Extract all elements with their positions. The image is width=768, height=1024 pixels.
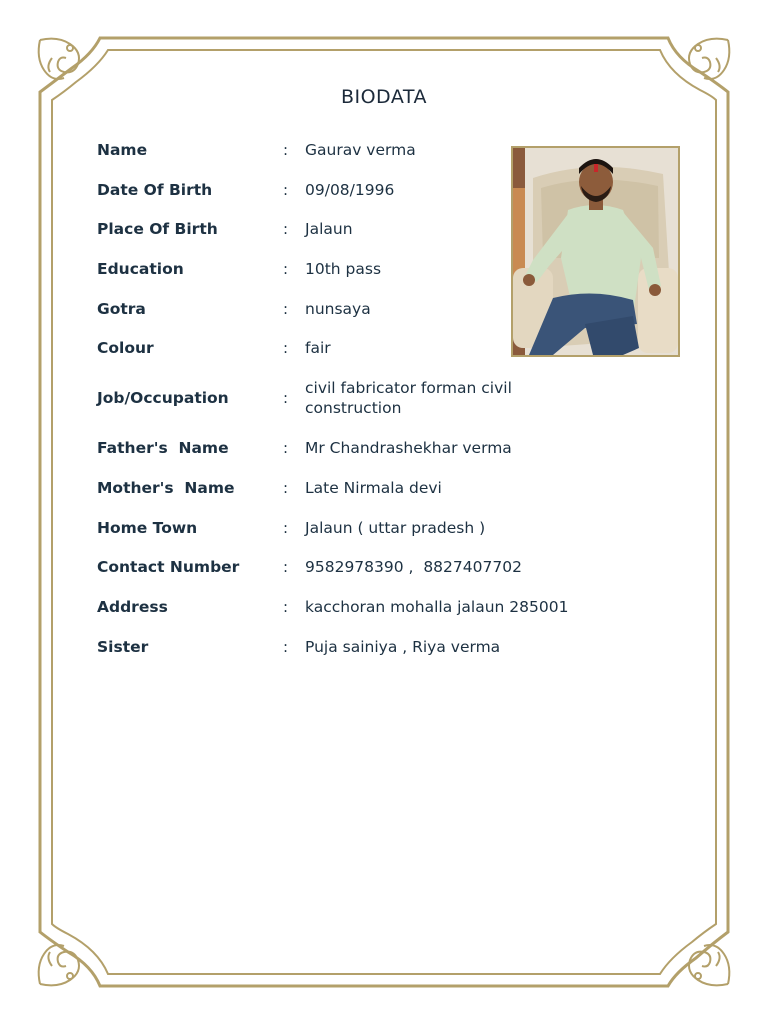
field-separator: : [283, 479, 289, 497]
field-separator: : [283, 519, 289, 537]
field-value: Jalaun [305, 220, 353, 238]
corner-ornament-top-right [689, 39, 729, 79]
field-label: Colour [97, 339, 154, 357]
field-row-job-occupation [97, 378, 617, 418]
field-label: Mother's Name [97, 479, 235, 497]
page-title: BIODATA [340, 86, 428, 108]
field-separator: : [283, 638, 289, 656]
field-label: Sister [97, 638, 149, 656]
field-value: 10th pass [305, 260, 382, 278]
field-value: nunsaya [305, 300, 371, 318]
field-label: Place Of Birth [97, 220, 218, 238]
field-value: 9582978390 , 8827407702 [305, 558, 522, 576]
corner-ornament-bottom-left [39, 945, 79, 985]
field-separator: : [283, 598, 289, 616]
profile-photo [511, 146, 680, 357]
field-label: Contact Number [97, 558, 240, 576]
field-row-home-town [97, 518, 617, 538]
field-value: Gaurav verma [305, 141, 416, 159]
corner-ornament-top-left [39, 39, 79, 79]
field-value: 09/08/1996 [305, 181, 395, 199]
field-separator: : [283, 558, 289, 576]
field-row-mothers-name [97, 478, 617, 498]
field-separator: : [283, 389, 289, 407]
field-separator: : [283, 339, 289, 357]
field-value: Mr Chandrashekhar verma [305, 439, 512, 457]
field-value: fair [305, 339, 331, 357]
field-label: Father's Name [97, 439, 229, 457]
field-row-address [97, 597, 617, 617]
field-separator: : [283, 260, 289, 278]
field-separator: : [283, 220, 289, 238]
field-value: civil fabricator forman civil construction [305, 379, 512, 417]
field-row-fathers-name [97, 438, 617, 458]
field-separator: : [283, 141, 289, 159]
field-label: Name [97, 141, 148, 159]
field-value: Late Nirmala devi [305, 479, 442, 497]
field-separator: : [283, 300, 289, 318]
field-value: Jalaun ( uttar pradesh ) [305, 519, 486, 537]
field-row-sister [97, 637, 617, 657]
field-value: kacchoran mohalla jalaun 285001 [305, 598, 569, 616]
field-label: Address [97, 598, 168, 616]
field-value: Puja sainiya , Riya verma [305, 638, 501, 656]
field-label: Gotra [97, 300, 146, 318]
field-label: Date Of Birth [97, 181, 213, 199]
field-separator: : [283, 439, 289, 457]
field-row-contact-number [97, 557, 617, 577]
corner-ornament-bottom-right [689, 945, 729, 985]
field-label: Home Town [97, 519, 198, 537]
field-label: Education [97, 260, 184, 278]
field-label: Job/Occupation [97, 389, 229, 407]
field-separator: : [283, 181, 289, 199]
